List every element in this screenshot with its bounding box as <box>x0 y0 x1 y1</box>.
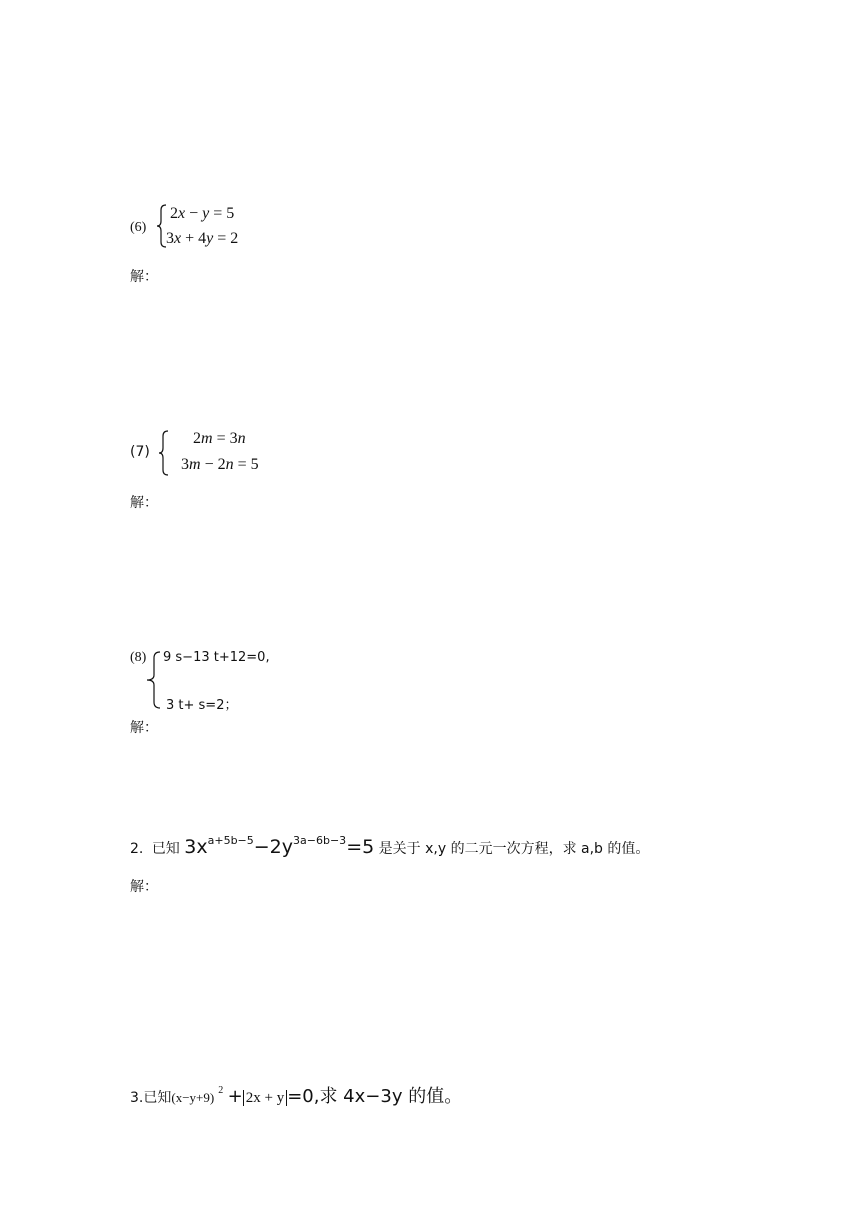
question-2-number: 2. <box>130 841 144 857</box>
problem-6-solution-label: 解： <box>130 269 158 285</box>
question-2-equation: $3x^{a+5b-5}-2y^{3a-6b-3}=5$ <box>184 834 375 858</box>
problem-8-solution-label: 解： <box>130 720 158 736</box>
brace-icon <box>145 650 161 710</box>
question-3 <box>130 1082 462 1108</box>
problem-6-label: (6) <box>130 220 147 235</box>
question-2-suffix: 是关于 x,y 的二元一次方程，求 a,b 的值。 <box>378 841 650 857</box>
problem-7-solution-label: 解： <box>130 495 158 511</box>
question-3-plus: + <box>227 1086 243 1107</box>
question-3-squared-term: (x−y+9) $^2$ <box>171 1085 224 1105</box>
problem-6-equation-1: 2x − y = 5 <box>170 205 235 222</box>
question-2-prefix: 已知 <box>151 841 180 857</box>
problem-8-equation-1: 9 s−13 t+12=0, <box>163 650 270 665</box>
problem-8-label: (8) <box>130 650 147 665</box>
brace-icon <box>158 430 170 476</box>
question-2 <box>130 836 649 858</box>
problem-7-equation-1: 2m = 3n <box>193 430 246 447</box>
problem-7-equation-2: 3m − 2n = 5 <box>181 456 259 473</box>
problem-6-equation-2: 3x + 4y = 2 <box>166 230 239 247</box>
question-3-rest: =0,求 4x−3y 的值。 <box>287 1086 463 1107</box>
problem-7-label: (7) <box>130 444 150 460</box>
question-3-absolute-value: 2x + y <box>243 1090 287 1106</box>
question-2-solution-label: 解： <box>130 879 158 895</box>
question-3-prefix: 3.已知 <box>130 1090 172 1106</box>
problem-8-equation-2: 3 t+ s=2； <box>166 698 238 713</box>
